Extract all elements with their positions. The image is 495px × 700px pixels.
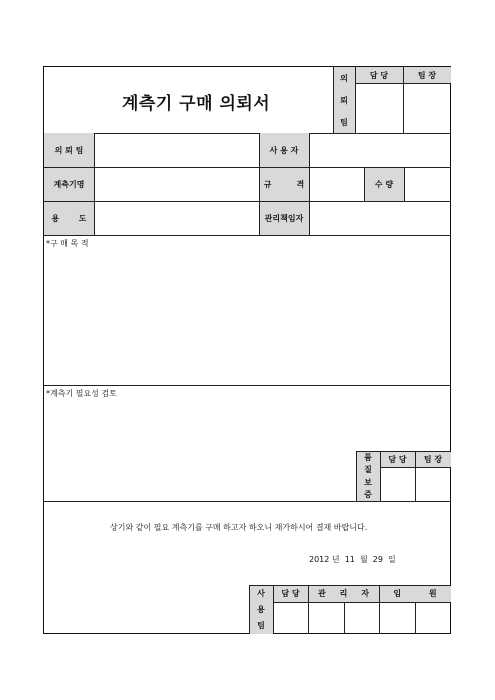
- qa-leader-sign-box[interactable]: [415, 467, 451, 501]
- manager-field[interactable]: [309, 201, 451, 235]
- divider: [415, 451, 416, 501]
- purchase-purpose-textarea[interactable]: [44, 249, 451, 385]
- divider: [273, 602, 451, 603]
- divider: [44, 501, 451, 502]
- side-char: 용: [257, 604, 265, 614]
- user-approval-staff-sign-box[interactable]: [273, 602, 308, 634]
- divider: [333, 67, 334, 133]
- divider: [308, 585, 309, 634]
- side-char: 질: [364, 465, 372, 475]
- top-approval-leader-sign-box[interactable]: [403, 83, 451, 133]
- side-char: 사: [257, 588, 265, 598]
- divider: [404, 167, 405, 201]
- user-approval-manager1-sign-box[interactable]: [308, 602, 344, 634]
- user-field[interactable]: [309, 133, 451, 167]
- request-statement: 상기와 같이 필요 계측기를 구매 하고자 하오니 재가하시어 결재 바랍니다.: [110, 523, 368, 532]
- necessity-review-heading: *계측기 필요성 검토: [46, 389, 117, 398]
- qa-staff-sign-box[interactable]: [380, 467, 415, 501]
- divider: [249, 585, 451, 586]
- spec-label: 규 격: [263, 179, 305, 189]
- user-approval-col-manager: 관 리 자: [317, 589, 370, 598]
- purpose-field[interactable]: [94, 201, 259, 235]
- necessity-review-textarea[interactable]: [44, 399, 356, 501]
- side-char: 뢰: [340, 95, 348, 105]
- user-approval-exec2-sign-box[interactable]: [415, 602, 451, 634]
- divider: [379, 585, 380, 634]
- divider: [309, 133, 310, 235]
- top-approval-col-staff: 담 당: [369, 70, 389, 80]
- divider: [355, 83, 451, 84]
- form-title: 계측기 구매 의뢰서: [122, 94, 271, 114]
- quantity-field[interactable]: [404, 167, 451, 201]
- instrument-name-field[interactable]: [94, 167, 259, 201]
- divider: [356, 451, 357, 501]
- divider: [259, 133, 260, 235]
- side-char: 팀: [257, 621, 265, 631]
- divider: [415, 602, 416, 634]
- qa-col-staff: 담 당: [388, 454, 407, 464]
- instrument-name-label: 계측기명: [53, 179, 85, 189]
- divider: [249, 585, 250, 634]
- request-team-field[interactable]: [94, 133, 259, 167]
- top-approval-side-label: [333, 67, 355, 133]
- qa-col-leader: 팀 장: [423, 454, 443, 464]
- user-label: 사 용 자: [269, 145, 299, 155]
- side-char: 팀: [340, 117, 348, 127]
- purpose-label: 용 도: [51, 213, 87, 223]
- divider: [44, 167, 451, 168]
- divider: [364, 167, 365, 201]
- user-approval-col-staff: 담 당: [281, 589, 300, 598]
- divider: [44, 235, 451, 236]
- user-approval-manager2-sign-box[interactable]: [344, 602, 379, 634]
- side-char: 증: [364, 490, 372, 500]
- side-char: 품: [364, 452, 372, 462]
- divider: [44, 201, 451, 202]
- divider: [380, 451, 381, 501]
- request-team-label: 의 뢰 팀: [54, 145, 84, 155]
- purchase-purpose-heading: *구 매 목 적: [46, 239, 89, 248]
- spec-field[interactable]: [309, 167, 364, 201]
- divider: [355, 67, 356, 133]
- request-date: 2012 년 11 월 29 일: [309, 555, 396, 564]
- divider: [44, 385, 451, 386]
- manager-label: 관리책임자: [264, 213, 304, 223]
- qa-side-label: [356, 451, 380, 501]
- purchase-request-form: [43, 66, 451, 634]
- top-approval-col-leader: 팀 장: [417, 70, 437, 80]
- divider: [356, 451, 451, 452]
- divider: [273, 585, 274, 634]
- divider: [94, 133, 95, 235]
- side-char: 보: [364, 477, 372, 487]
- divider: [403, 67, 404, 133]
- divider: [344, 602, 345, 634]
- user-approval-exec1-sign-box[interactable]: [379, 602, 415, 634]
- side-char: 의: [340, 73, 348, 83]
- top-approval-staff-sign-box[interactable]: [355, 83, 403, 133]
- quantity-label: 수 량: [374, 179, 394, 189]
- user-approval-col-executive: 임 원: [393, 589, 437, 598]
- user-approval-side-label: [249, 585, 273, 634]
